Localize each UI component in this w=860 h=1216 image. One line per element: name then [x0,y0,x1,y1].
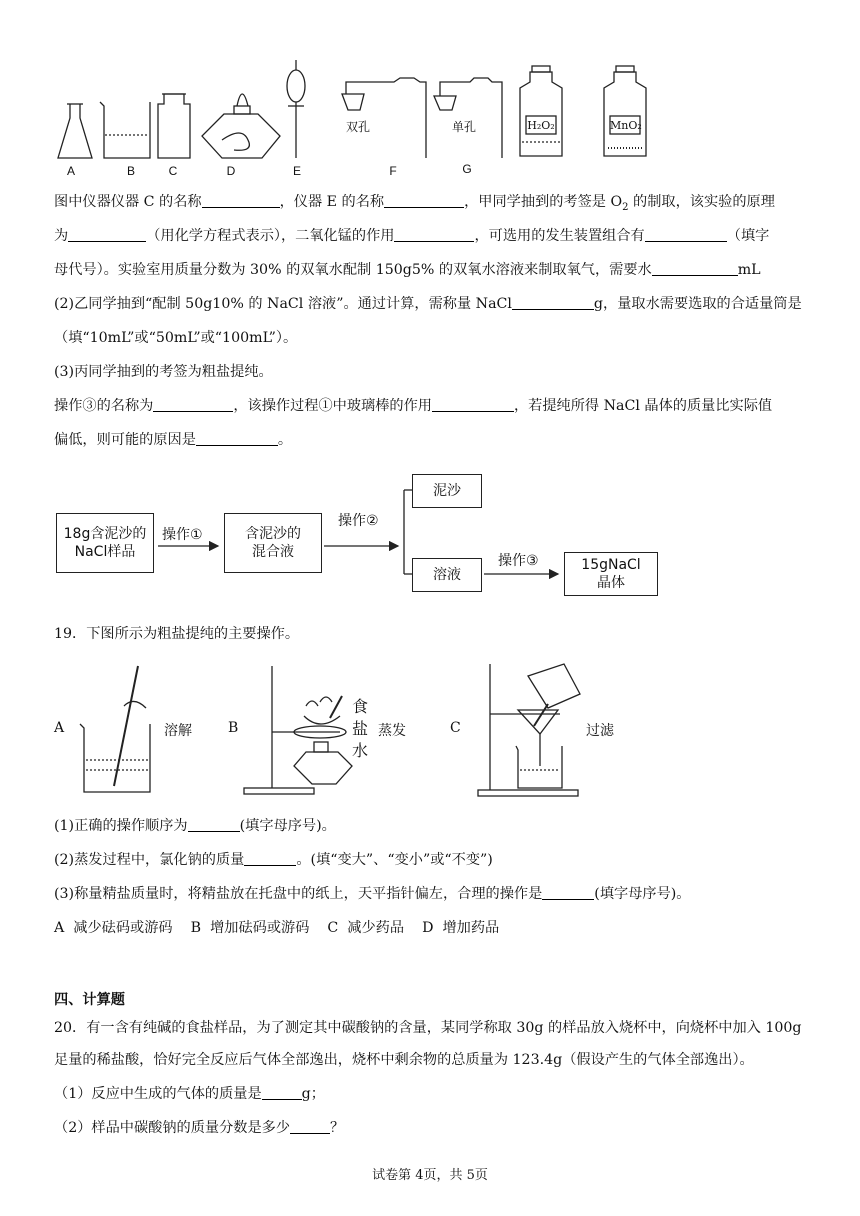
q18-line1: 图中仪器仪器 C 的名称 ，仪器 E 的名称 ，甲同学抽到的考签是 $O_2$ 的制取，该实验的原理 [54,194,775,213]
q18-line8: 偏低，则可能的原因是 。 [54,432,293,448]
answer-blank[interactable] [244,850,296,866]
q18-line6: (3)丙同学抽到的考签为粗盐提纯。 [54,364,273,380]
answer-blank[interactable] [542,884,594,900]
flow-box-mixture: 含泥沙的 混合液 [224,513,322,573]
q18-line5: （填“10mL”或“50mL”或“100mL”）。 [54,330,298,346]
answer-blank[interactable] [384,192,464,208]
label-c: C [168,164,178,178]
fig-b-side-label: 食 盐 水 [352,697,369,760]
label-a: A [66,164,75,178]
q19-sub2: (2)蒸发过程中，氯化钠的质量 。(填“变大”、“变小”或“不变”) [54,852,493,868]
flow-box-sand: 泥沙 [412,474,482,508]
q19-options: A 减少砝码或游码 B 增加砝码或游码 C 减少药品 D 增加药品 [54,920,500,936]
answer-blank[interactable] [652,260,738,276]
flow-op3: 操作③ [498,553,539,569]
q19-title: 19．下图所示为粗盐提纯的主要操作。 [54,626,300,642]
bottle-h2o2-label: H₂O₂ [527,119,555,132]
label-b: B [126,164,135,178]
label-e: E [292,164,301,178]
fig-b-letter: B [228,720,239,736]
q19-sub1: (1)正确的操作顺序为 (填字母序号)。 [54,818,336,834]
flow-op2: 操作② [338,513,379,529]
answer-blank[interactable] [153,396,233,412]
section-title: 四、计算题 [54,992,125,1008]
q20-sub1: （1）反应中生成的气体的质量是 g； [54,1086,325,1102]
flow-box-sample: 18g含泥沙的 NaCl样品 [56,513,154,573]
q20-sub2: （2）样品中碳酸钠的质量分数是多少 ？ [54,1120,345,1136]
flow-box-crystal: 15gNaCl 晶体 [564,552,658,596]
answer-blank[interactable] [290,1118,330,1134]
answer-blank[interactable] [432,396,514,412]
answer-blank[interactable] [202,192,280,208]
answer-blank[interactable] [188,816,240,832]
label-single-hole: 单孔 [452,120,477,134]
q18-line7: 操作③的名称为 ，该操作过程①中玻璃棒的作用 ，若提纯所得 NaCl 晶体的质量比实际值 [54,398,773,414]
answer-blank[interactable] [196,430,278,446]
q18-line2: 为 （用化学方程式表示），二氧化锰的作用 ，可选用的发生装置组合有 （填字 [54,228,770,244]
fig-a-label: 溶解 [164,723,192,739]
label-d: D [226,164,236,178]
q18-line4: (2)乙同学抽到“配制 50g10% 的 NaCl 溶液”。通过计算，需称量 NaCl g，量取水需要选取的合适量筒是 [54,296,802,312]
q19-sub3: (3)称量精盐质量时，将精盐放在托盘中的纸上，天平指针偏左，合理的操作是 (填字母序号)。 [54,886,691,902]
answer-blank[interactable] [68,226,146,242]
flow-op1: 操作① [162,527,203,543]
page-footer: 试卷第 4页，共 5页 [372,1168,488,1183]
q20-line2: 足量的稀盐酸，恰好完全反应后气体全部逸出，烧杯中剩余物的总质量为 123.4g（假设产生的气体全部逸出）。 [54,1052,754,1068]
q20-line1: 20．有一含有纯碱的食盐样品，为了测定其中碳酸钠的含量，某同学称取 30g 的样品放入烧杯中，向烧杯中加入 100g [54,1020,802,1036]
fig-b-label: 蒸发 [378,723,406,739]
label-double-hole: 双孔 [346,120,371,134]
q19-figures [0,656,860,798]
fig-c-label: 过滤 [586,723,614,739]
label-f: F [389,164,397,178]
fig-c-letter: C [450,720,461,736]
answer-blank[interactable] [394,226,474,242]
flow-box-solution: 溶液 [412,558,482,592]
answer-blank[interactable] [512,294,594,310]
answer-blank[interactable] [645,226,727,242]
bottle-mno2-label: MnO₂ [610,119,642,132]
fig-a-letter: A [54,720,65,736]
answer-blank[interactable] [262,1084,302,1100]
label-g: G [462,162,472,176]
q18-line3: 母代号）。实验室用质量分数为 30% 的双氧水配制 150g5% 的双氧水溶液来制取氧气，需要水 mL [54,262,761,278]
